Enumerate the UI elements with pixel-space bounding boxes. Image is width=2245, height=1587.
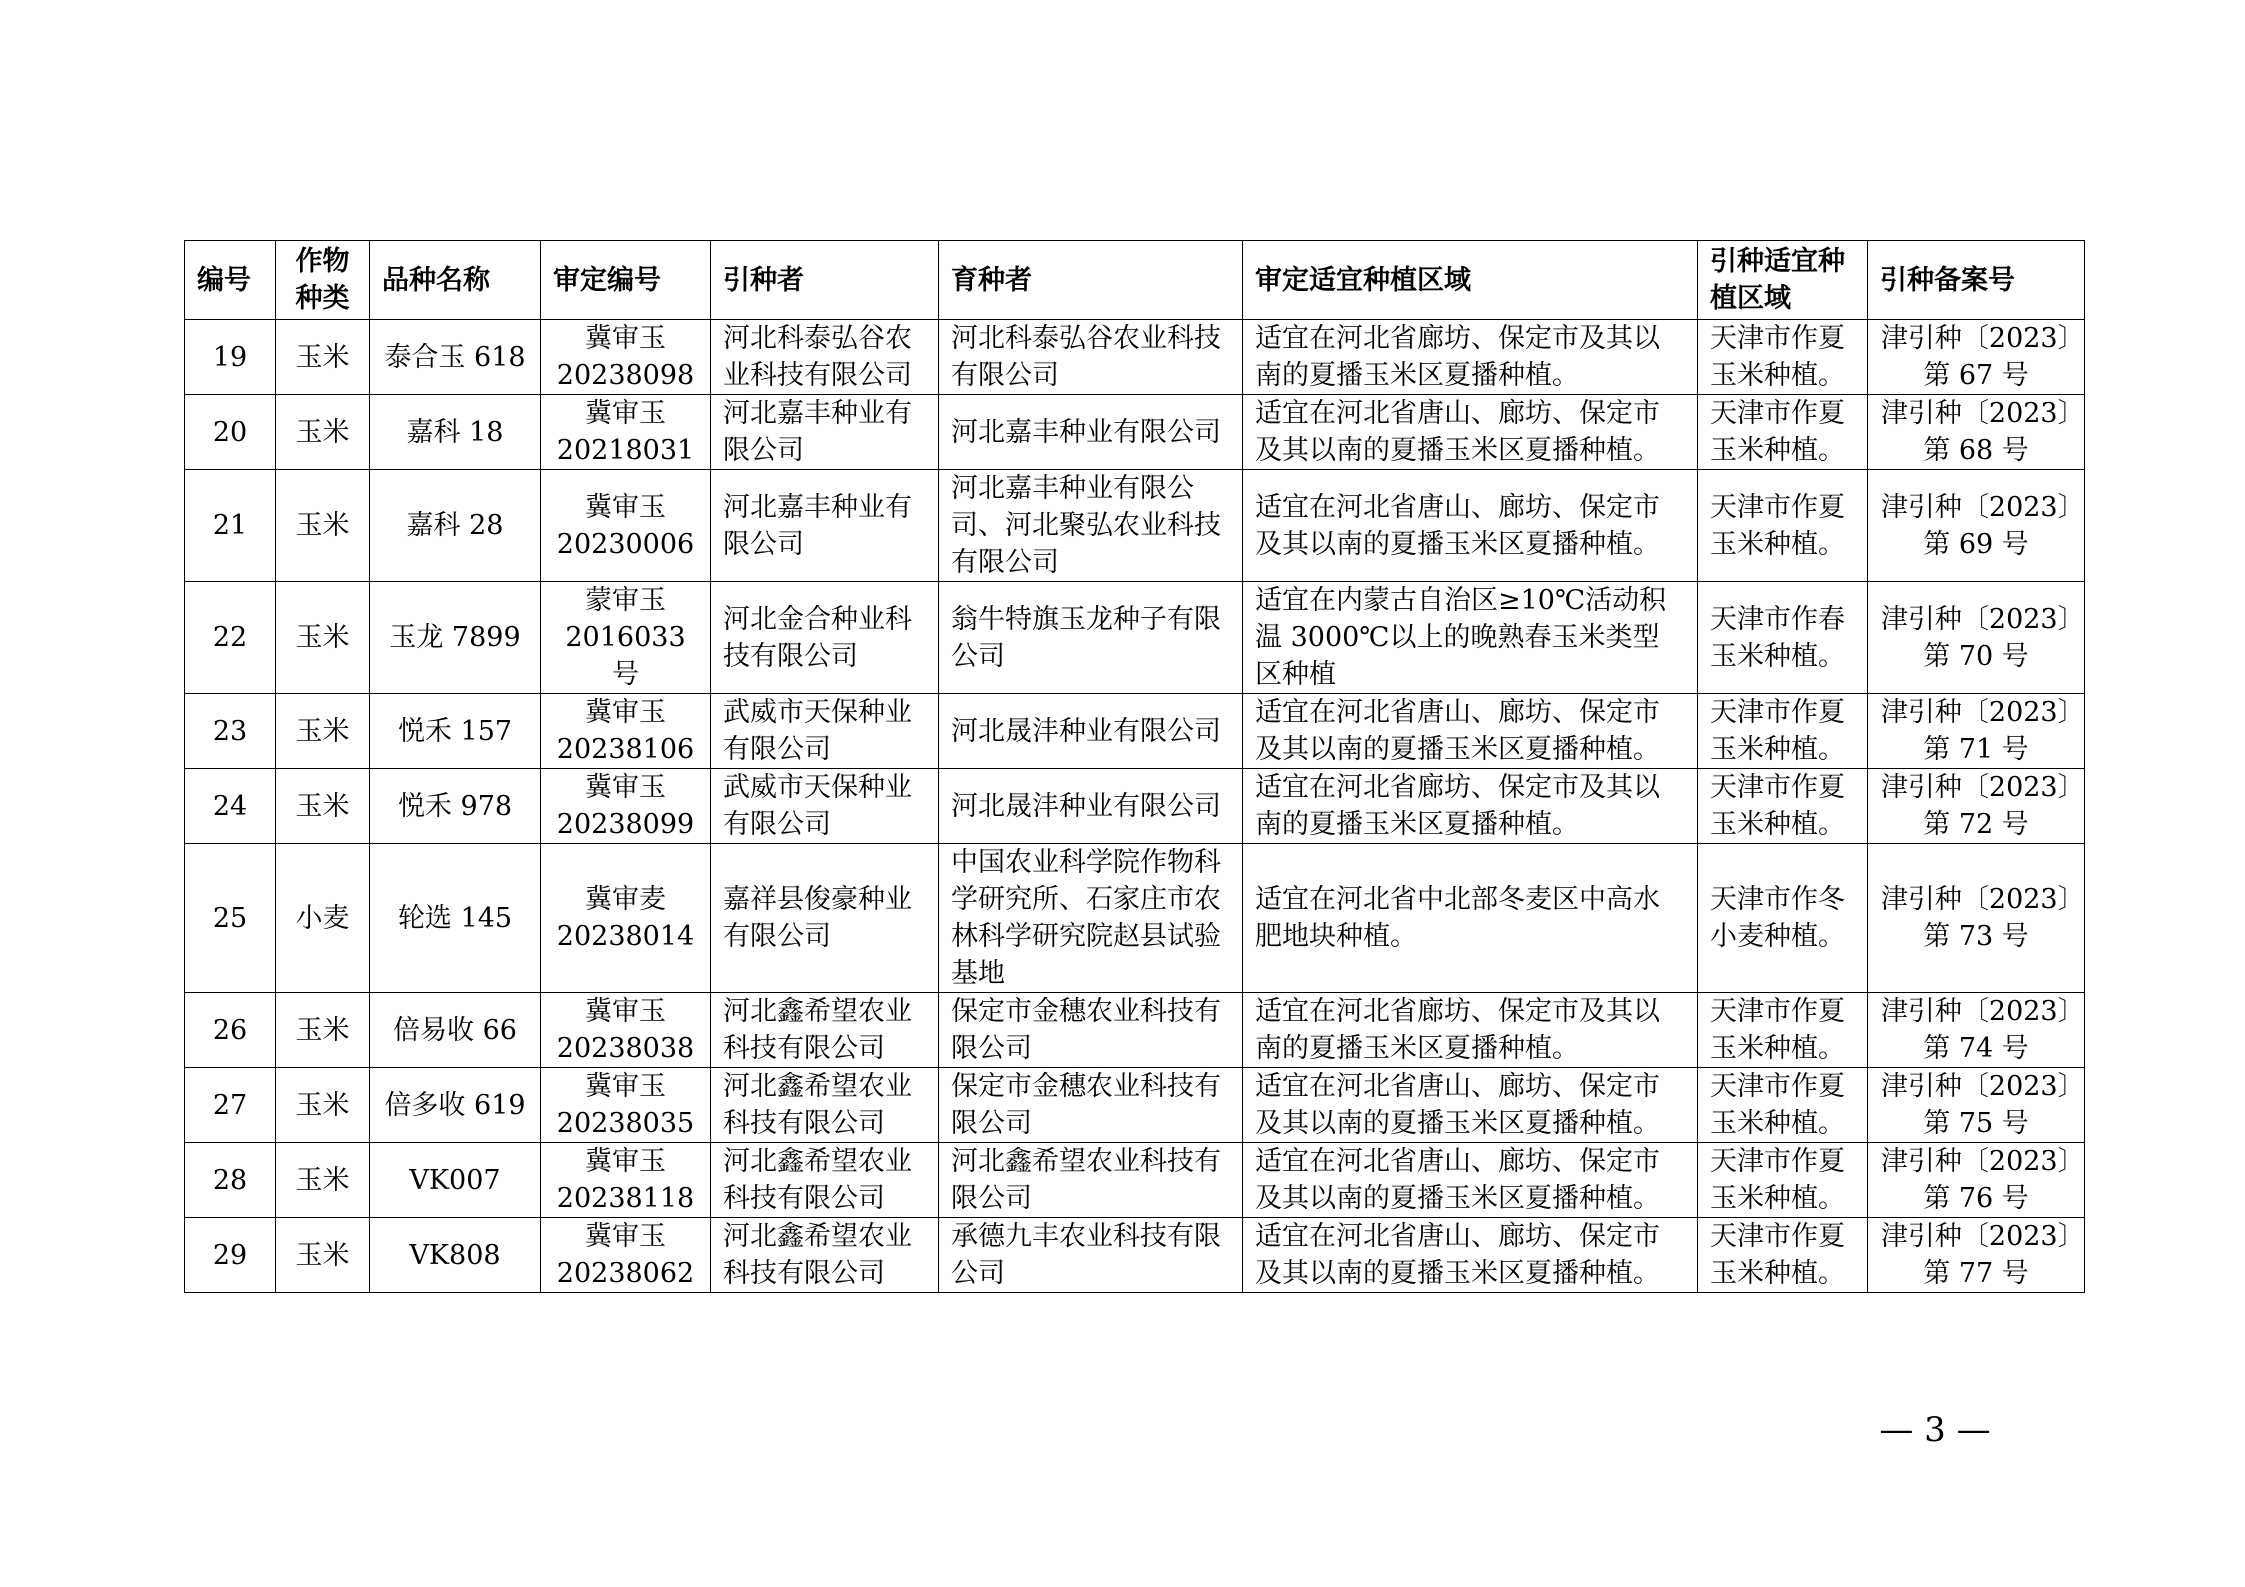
cell-no: 27	[185, 1068, 276, 1143]
cell-approved-area: 适宜在河北省唐山、廊坊、保定市及其以南的夏播玉米区夏播种植。	[1243, 1068, 1698, 1143]
cell-variety: 轮选 145	[370, 844, 541, 993]
cell-approved-area: 适宜在河北省廊坊、保定市及其以南的夏播玉米区夏播种植。	[1243, 993, 1698, 1068]
cell-cert: 冀审玉 20238099	[541, 769, 711, 844]
cell-no: 20	[185, 395, 276, 470]
cell-no: 24	[185, 769, 276, 844]
table-row	[185, 1143, 2085, 1218]
cell-intro-area: 天津市作夏玉米种植。	[1698, 1143, 1868, 1218]
cell-variety: VK007	[370, 1143, 541, 1218]
cell-no: 19	[185, 320, 276, 395]
cell-approved-area: 适宜在河北省唐山、廊坊、保定市及其以南的夏播玉米区夏播种植。	[1243, 694, 1698, 769]
cell-variety: 悦禾 157	[370, 694, 541, 769]
table-row	[185, 320, 2085, 395]
header-record: 引种备案号	[1868, 241, 2085, 320]
cell-crop: 玉米	[276, 470, 370, 582]
cell-breeder: 河北鑫希望农业科技有限公司	[939, 1143, 1243, 1218]
cell-record: 津引种〔2023〕第 75 号	[1868, 1068, 2085, 1143]
cell-no: 29	[185, 1218, 276, 1293]
cell-breeder: 河北嘉丰种业有限公司、河北聚弘农业科技有限公司	[939, 470, 1243, 582]
cell-variety: 泰合玉 618	[370, 320, 541, 395]
cell-introducer: 河北鑫希望农业科技有限公司	[711, 1068, 939, 1143]
cell-record: 津引种〔2023〕第 71 号	[1868, 694, 2085, 769]
cell-intro-area: 天津市作夏玉米种植。	[1698, 769, 1868, 844]
cell-intro-area: 天津市作夏玉米种植。	[1698, 395, 1868, 470]
cell-variety: 倍多收 619	[370, 1068, 541, 1143]
cell-record: 津引种〔2023〕第 77 号	[1868, 1218, 2085, 1293]
cell-breeder: 翁牛特旗玉龙种子有限公司	[939, 582, 1243, 694]
cell-record: 津引种〔2023〕第 70 号	[1868, 582, 2085, 694]
cell-introducer: 武威市天保种业有限公司	[711, 769, 939, 844]
cell-crop: 玉米	[276, 769, 370, 844]
cell-crop: 玉米	[276, 1218, 370, 1293]
cell-crop: 玉米	[276, 395, 370, 470]
cell-no: 25	[185, 844, 276, 993]
cell-approved-area: 适宜在河北省廊坊、保定市及其以南的夏播玉米区夏播种植。	[1243, 769, 1698, 844]
cell-no: 23	[185, 694, 276, 769]
cell-approved-area: 适宜在内蒙古自治区≥10℃活动积温 3000℃以上的晚熟春玉米类型区种植	[1243, 582, 1698, 694]
cell-cert: 冀审玉 20238118	[541, 1143, 711, 1218]
table-row	[185, 1218, 2085, 1293]
cell-introducer: 河北嘉丰种业有限公司	[711, 395, 939, 470]
cell-intro-area: 天津市作夏玉米种植。	[1698, 694, 1868, 769]
cell-breeder: 河北嘉丰种业有限公司	[939, 395, 1243, 470]
cell-cert: 冀审玉 20238038	[541, 993, 711, 1068]
cell-approved-area: 适宜在河北省中北部冬麦区中高水肥地块种植。	[1243, 844, 1698, 993]
table-row	[185, 694, 2085, 769]
cell-record: 津引种〔2023〕第 72 号	[1868, 769, 2085, 844]
table-row	[185, 844, 2085, 993]
cell-introducer: 河北鑫希望农业科技有限公司	[711, 1143, 939, 1218]
cell-intro-area: 天津市作冬小麦种植。	[1698, 844, 1868, 993]
header-crop: 作物种类	[276, 241, 370, 320]
cell-variety: 倍易收 66	[370, 993, 541, 1068]
cell-approved-area: 适宜在河北省唐山、廊坊、保定市及其以南的夏播玉米区夏播种植。	[1243, 395, 1698, 470]
cell-no: 26	[185, 993, 276, 1068]
table-row	[185, 1068, 2085, 1143]
cell-record: 津引种〔2023〕第 74 号	[1868, 993, 2085, 1068]
cell-no: 28	[185, 1143, 276, 1218]
cell-record: 津引种〔2023〕第 73 号	[1868, 844, 2085, 993]
cell-breeder: 河北科泰弘谷农业科技有限公司	[939, 320, 1243, 395]
cell-cert: 冀审麦 20238014	[541, 844, 711, 993]
cell-breeder: 中国农业科学院作物科学研究所、石家庄市农林科学研究院赵县试验基地	[939, 844, 1243, 993]
cell-crop: 小麦	[276, 844, 370, 993]
cell-crop: 玉米	[276, 694, 370, 769]
cell-cert: 冀审玉 20238035	[541, 1068, 711, 1143]
table-row	[185, 582, 2085, 694]
header-row	[185, 241, 2085, 320]
cell-intro-area: 天津市作夏玉米种植。	[1698, 993, 1868, 1068]
table-body	[185, 320, 2085, 1293]
header-cert: 审定编号	[541, 241, 711, 320]
header-no: 编号	[185, 241, 276, 320]
cell-intro-area: 天津市作春玉米种植。	[1698, 582, 1868, 694]
table-row	[185, 993, 2085, 1068]
cell-no: 21	[185, 470, 276, 582]
cell-cert: 冀审玉 20238062	[541, 1218, 711, 1293]
cell-variety: 嘉科 18	[370, 395, 541, 470]
variety-record-table	[184, 240, 2085, 1293]
cell-intro-area: 天津市作夏玉米种植。	[1698, 320, 1868, 395]
cell-introducer: 嘉祥县俊豪种业有限公司	[711, 844, 939, 993]
table-row	[185, 395, 2085, 470]
table-row	[185, 470, 2085, 582]
page-number: — 3 —	[1879, 1410, 1991, 1450]
cell-intro-area: 天津市作夏玉米种植。	[1698, 470, 1868, 582]
cell-variety: VK808	[370, 1218, 541, 1293]
cell-breeder: 保定市金穗农业科技有限公司	[939, 993, 1243, 1068]
cell-introducer: 河北鑫希望农业科技有限公司	[711, 1218, 939, 1293]
header-breeder: 育种者	[939, 241, 1243, 320]
cell-breeder: 保定市金穗农业科技有限公司	[939, 1068, 1243, 1143]
header-intro-area: 引种适宜种植区域	[1698, 241, 1868, 320]
cell-approved-area: 适宜在河北省唐山、廊坊、保定市及其以南的夏播玉米区夏播种植。	[1243, 1143, 1698, 1218]
header-introducer: 引种者	[711, 241, 939, 320]
cell-crop: 玉米	[276, 1143, 370, 1218]
cell-introducer: 河北科泰弘谷农业科技有限公司	[711, 320, 939, 395]
cell-no: 22	[185, 582, 276, 694]
cell-variety: 悦禾 978	[370, 769, 541, 844]
cell-crop: 玉米	[276, 1068, 370, 1143]
cell-crop: 玉米	[276, 320, 370, 395]
header-variety: 品种名称	[370, 241, 541, 320]
cell-variety: 嘉科 28	[370, 470, 541, 582]
cell-cert: 冀审玉 20238098	[541, 320, 711, 395]
cell-record: 津引种〔2023〕第 67 号	[1868, 320, 2085, 395]
cell-introducer: 河北嘉丰种业有限公司	[711, 470, 939, 582]
cell-record: 津引种〔2023〕第 68 号	[1868, 395, 2085, 470]
cell-introducer: 河北金合种业科技有限公司	[711, 582, 939, 694]
cell-cert: 冀审玉 20218031	[541, 395, 711, 470]
table-row	[185, 769, 2085, 844]
cell-cert: 蒙审玉 2016033 号	[541, 582, 711, 694]
cell-record: 津引种〔2023〕第 69 号	[1868, 470, 2085, 582]
cell-introducer: 武威市天保种业有限公司	[711, 694, 939, 769]
cell-crop: 玉米	[276, 582, 370, 694]
cell-cert: 冀审玉 20230006	[541, 470, 711, 582]
cell-introducer: 河北鑫希望农业科技有限公司	[711, 993, 939, 1068]
cell-approved-area: 适宜在河北省唐山、廊坊、保定市及其以南的夏播玉米区夏播种植。	[1243, 1218, 1698, 1293]
cell-crop: 玉米	[276, 993, 370, 1068]
cell-cert: 冀审玉 20238106	[541, 694, 711, 769]
cell-intro-area: 天津市作夏玉米种植。	[1698, 1218, 1868, 1293]
header-approved-area: 审定适宜种植区域	[1243, 241, 1698, 320]
cell-approved-area: 适宜在河北省廊坊、保定市及其以南的夏播玉米区夏播种植。	[1243, 320, 1698, 395]
cell-intro-area: 天津市作夏玉米种植。	[1698, 1068, 1868, 1143]
cell-variety: 玉龙 7899	[370, 582, 541, 694]
cell-breeder: 河北晟沣种业有限公司	[939, 694, 1243, 769]
cell-approved-area: 适宜在河北省唐山、廊坊、保定市及其以南的夏播玉米区夏播种植。	[1243, 470, 1698, 582]
cell-breeder: 河北晟沣种业有限公司	[939, 769, 1243, 844]
cell-record: 津引种〔2023〕第 76 号	[1868, 1143, 2085, 1218]
cell-breeder: 承德九丰农业科技有限公司	[939, 1218, 1243, 1293]
